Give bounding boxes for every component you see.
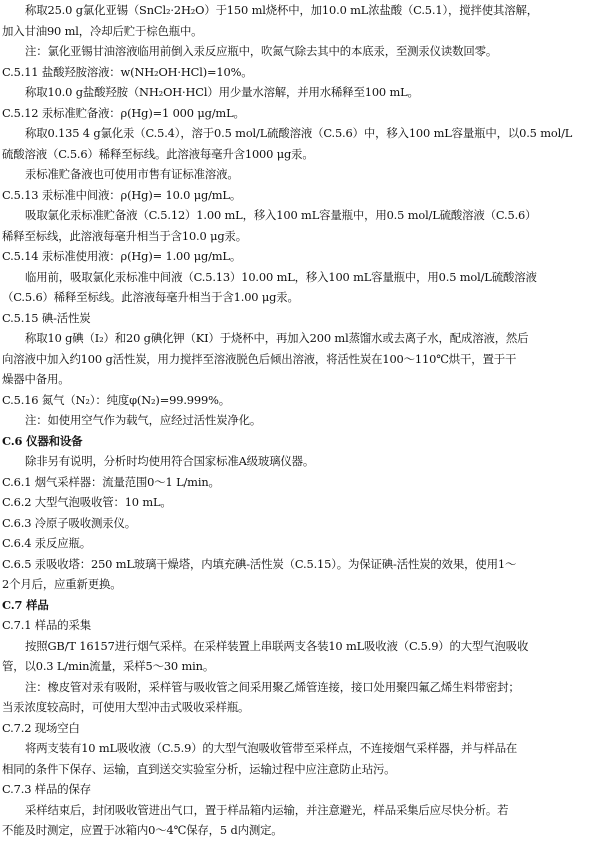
text-line: C.5.14 汞标准使用液：ρ(Hg)= 1.00 μg/mL。 [2, 249, 242, 263]
text-line: 称取10.0 g盐酸羟胺（NH₂OH·HCl）用少量水溶解，并用水稀释至100 mL。 [25, 85, 419, 99]
text-line: 按照GB/T 16157进行烟气采样。在采样装置上串联两支各装10 mL吸收液（C.5.9）的大型气泡吸收 [25, 638, 529, 653]
text-line: C.7.2 现场空白 [2, 720, 80, 735]
text-line: C.5.15 碘-活性炭 [2, 310, 91, 325]
text-line: 注：橡皮管对汞有吸附，采样管与吸收管之间采用聚乙烯管连接，接口处用聚四氟乙烯生料带密封； [25, 679, 520, 694]
text-line: 燥器中备用。 [2, 372, 70, 386]
text-line: 除非另有说明，分析时均使用符合国家标准A级玻璃仪器。 [25, 454, 315, 468]
text-line: 管，以0.3 L/min流量，采样5～30 min。 [2, 659, 215, 673]
text-line: C.6.1 烟气采样器：流量范围0～1 L/min。 [2, 474, 220, 489]
text-line: C.5.13 汞标准中间液：ρ(Hg)= 10.0 μg/mL。 [2, 187, 242, 202]
text-line: 向溶液中加入约100 g活性炭，用力搅拌至溶液脱色后倾出溶液，将活性炭在100～110℃烘干，置于干 [2, 351, 517, 366]
text-line: 相同的条件下保存、运输，直到送交实验室分析，运输过程中应注意防止玷污。 [2, 761, 396, 776]
text-line: 称取10 g碘（I₂）和20 g碘化钾（KI）于烧杯中，再加入200 ml蒸馏水或去离子水，配成溶液，然后 [25, 331, 529, 345]
text-line: 注：氯化亚锡甘油溶液临用前倒入汞反应瓶中，吹氮气除去其中的本底汞，至测汞仪读数回零。 [25, 44, 498, 58]
text-line: C.6.5 汞吸收塔：250 mL玻璃干燥塔，内填充碘-活性炭（C.5.15）。为保证碘-活性炭的效果，使用1～ [2, 556, 517, 571]
text-line: C.6.4 汞反应瓶。 [2, 536, 91, 550]
text-line: 临用前，吸取氯化汞标准中间液（C.5.13）10.00 mL，移入100 mL容量瓶中，用0.5 mol/L硫酸溶液 [25, 269, 537, 284]
text-line: C.7.1 样品的采集 [2, 618, 91, 632]
text-line: 稀释至标线，此溶液每毫升相当于含10.0 μg汞。 [2, 228, 247, 243]
text-line: C.6.2 大型气泡吸收管：10 mL。 [2, 495, 172, 509]
text-line: C.5.16 氮气（N₂）：纯度φ(N₂)=99.999%。 [2, 392, 230, 407]
text-line: 采样结束后，封闭吸收管进出气口，置于样品箱内运输，并注意避光，样品采集后应尽快分析。若 [25, 802, 509, 817]
section-heading: C.6 仪器和设备 [2, 433, 83, 448]
section-heading: C.7 样品 [2, 597, 49, 612]
text-line: C.5.12 汞标准贮备液：ρ(Hg)=1 000 μg/mL。 [2, 105, 245, 120]
text-line: C.6.3 冷原子吸收测汞仪。 [2, 515, 136, 530]
text-line: 不能及时测定，应置于冰箱内0～4℃保存，5 d内测定。 [2, 823, 283, 837]
text-line: 将两支装有10 mL吸收液（C.5.9）的大型气泡吸收管带至采样点，不连接烟气采样器，并与样品在 [25, 741, 518, 755]
text-line: 注：如使用空气作为载气，应经过活性炭净化。 [25, 413, 262, 427]
text-line: 加入甘油90 ml，冷却后贮于棕色瓶中。 [2, 23, 203, 38]
text-line: 吸取氯化汞标准贮备液（C.5.12）1.00 mL，移入100 mL容量瓶中，用0.5 mol/L硫酸溶液（C.5.6） [25, 208, 537, 222]
text-line: （C.5.6）稀释至标线。此溶液每毫升相当于含1.00 μg汞。 [2, 290, 299, 304]
text-line: 称取25.0 g氯化亚锡（SnCl₂·2H₂O）于150 ml烧杯中，加10.0 mL浓盐酸（C.5.1），搅拌使其溶解， [25, 3, 538, 17]
text-line: C.7.3 样品的保存 [2, 782, 91, 796]
text-line: 称取0.135 4 g氯化汞（C.5.4），溶于0.5 mol/L硫酸溶液（C.5.6）中，移入100 mL容量瓶中，以0.5 mol/L [25, 126, 573, 140]
text-line: 2个月后，应重新更换。 [2, 577, 122, 591]
text-line: 硫酸溶液（C.5.6）稀释至标线。此溶液每毫升含1000 μg汞。 [2, 146, 314, 161]
text-line: C.5.11 盐酸羟胺溶液：w(NH₂OH·HCl)=10%。 [2, 64, 253, 79]
text-line: 当汞浓度较高时，可使用大型冲击式吸收采样瓶。 [2, 700, 250, 714]
text-line: 汞标准贮备液也可使用市售有证标准溶液。 [25, 167, 239, 181]
